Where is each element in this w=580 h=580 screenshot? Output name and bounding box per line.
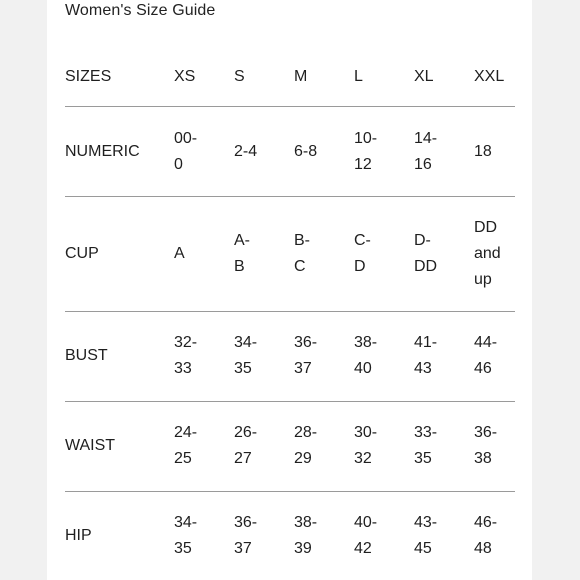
table-cell: 30- 32 — [354, 424, 378, 467]
row-label-cup: CUP — [65, 245, 99, 262]
table-cell: 36- 38 — [474, 424, 498, 467]
header-cell-m: M — [294, 68, 308, 85]
table-cell: 43- 45 — [414, 514, 438, 557]
table-cell: B- C — [294, 232, 310, 275]
row-label-bust: BUST — [65, 347, 108, 364]
table-header-row — [65, 46, 515, 107]
table-cell: 34- 35 — [234, 334, 258, 377]
table-row-hip — [65, 492, 515, 580]
header-cell-xl: XL — [414, 68, 434, 85]
table-cell: A — [174, 245, 185, 262]
table-cell: 10- 12 — [354, 130, 378, 173]
table-cell: 36- 37 — [234, 514, 258, 557]
table-cell: 18 — [474, 143, 492, 160]
table-cell: 46- 48 — [474, 514, 498, 557]
table-cell: 34- 35 — [174, 514, 198, 557]
table-cell: 26- 27 — [234, 424, 258, 467]
table-row-bust — [65, 312, 515, 402]
header-cell-sizes: SIZES — [65, 68, 112, 85]
table-cell: 14- 16 — [414, 130, 438, 173]
table-row-cup — [65, 197, 515, 312]
size-guide-page — [47, 0, 532, 580]
table-cell: A- B — [234, 232, 250, 275]
table-row-numeric — [65, 107, 515, 197]
table-cell: DD and up — [474, 219, 501, 288]
row-label-waist: WAIST — [65, 437, 116, 454]
table-cell: 38- 39 — [294, 514, 318, 557]
table-cell: 44- 46 — [474, 334, 498, 377]
header-cell-xs: XS — [174, 68, 196, 85]
table-cell: 6-8 — [294, 143, 318, 160]
row-label-numeric: NUMERIC — [65, 143, 140, 160]
table-cell: 33- 35 — [414, 424, 438, 467]
header-cell-s: S — [234, 68, 245, 85]
table-cell: 32- 33 — [174, 334, 198, 377]
header-cell-xxl: XXL — [474, 68, 505, 85]
table-cell: 28- 29 — [294, 424, 318, 467]
row-label-hip: HIP — [65, 527, 92, 544]
table-cell: 41- 43 — [414, 334, 438, 377]
table-cell: 24- 25 — [174, 424, 198, 467]
header-cell-l: L — [354, 68, 363, 85]
table-cell: 40- 42 — [354, 514, 378, 557]
table-cell: 38- 40 — [354, 334, 378, 377]
table-cell: C- D — [354, 232, 371, 275]
page-title: Women's Size Guide — [65, 2, 216, 19]
table-cell: D- DD — [414, 232, 438, 275]
size-table — [65, 46, 515, 580]
table-cell: 36- 37 — [294, 334, 318, 377]
table-cell: 00- 0 — [174, 130, 198, 173]
table-row-waist — [65, 402, 515, 492]
table-cell: 2-4 — [234, 143, 258, 160]
